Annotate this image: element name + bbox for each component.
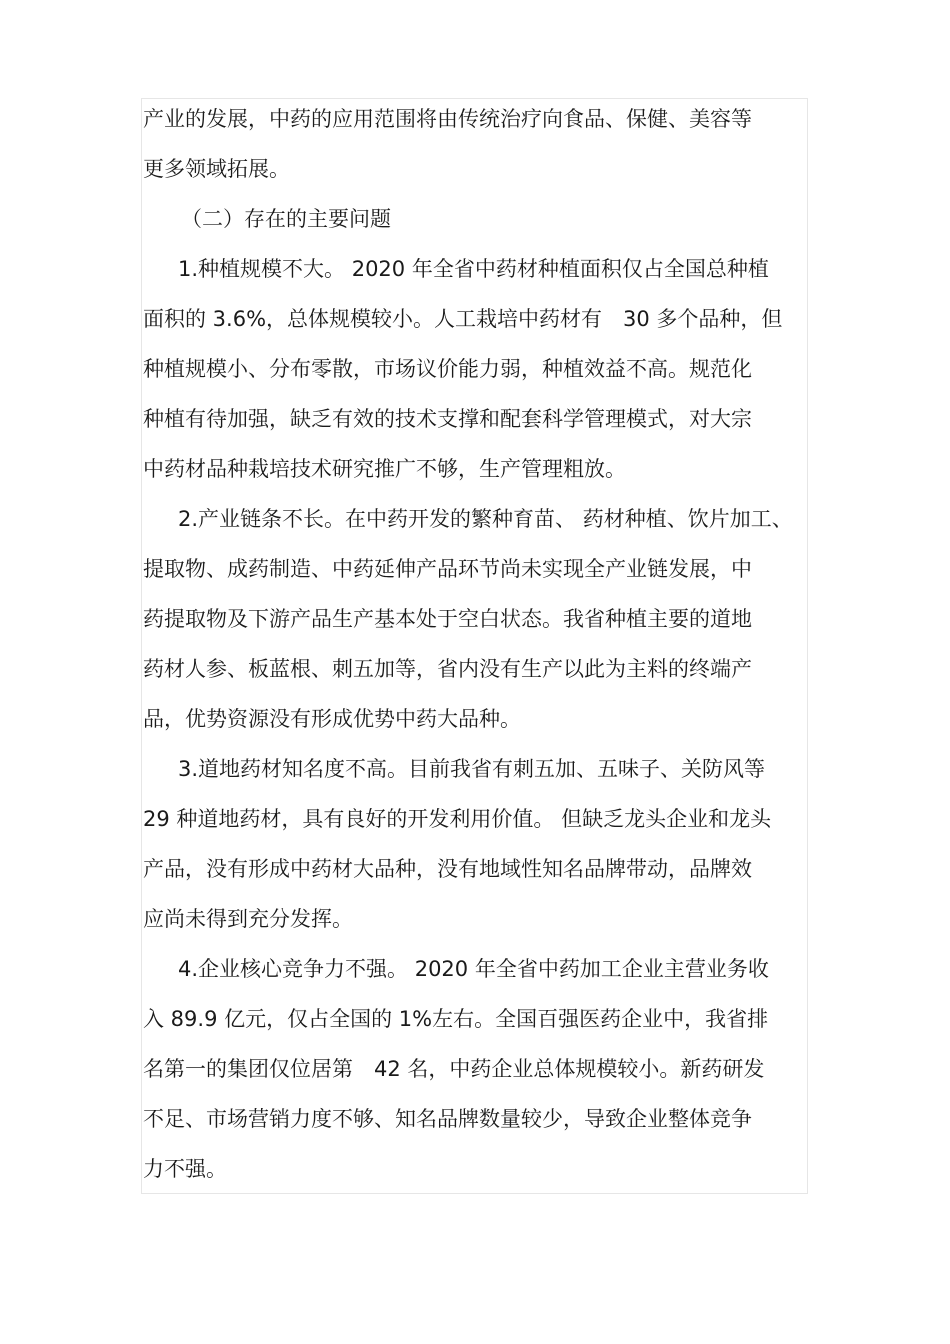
text-line: 产业的发展，中药的应用范围将由传统治疗向食品、保健、美容等 bbox=[143, 107, 752, 131]
text-line: 中药材品种栽培技术研究推广不够，生产管理粗放。 bbox=[143, 457, 626, 481]
text-line: 不足、市场营销力度不够、知名品牌数量较少，导致企业整体竞争 bbox=[143, 1107, 752, 1131]
text-line: 品，优势资源没有形成优势中药大品种。 bbox=[143, 707, 521, 731]
text-line: 入 89.9 亿元，仅占全国的 1%左右。全国百强医药企业中，我省排 bbox=[143, 1007, 769, 1031]
text-line: 提取物、成药制造、中药延伸产品环节尚未实现全产业链发展，中 bbox=[143, 557, 752, 581]
text-line: 名第一的集团仅位居第 42 名，中药企业总体规模较小。新药研发 bbox=[143, 1057, 765, 1081]
text-line: 力不强。 bbox=[143, 1157, 227, 1181]
text-line: 29 种道地药材，具有良好的开发利用价值。 但缺乏龙头企业和龙头 bbox=[143, 807, 772, 831]
paragraph-start-4: 4.企业核心竞争力不强。 2020 年全省中药加工企业主营业务收 bbox=[178, 957, 769, 981]
text-line: 药提取物及下游产品生产基本处于空白状态。我省种植主要的道地 bbox=[143, 607, 752, 631]
section-heading: （二）存在的主要问题 bbox=[181, 207, 391, 231]
paragraph-start-2: 2.产业链条不长。在中药开发的繁种育苗、 药材种植、饮片加工、 bbox=[178, 507, 793, 531]
paragraph-start-3: 3.道地药材知名度不高。目前我省有刺五加、五味子、关防风等 bbox=[178, 757, 766, 781]
text-line: 面积的 3.6%，总体规模较小。人工栽培中药材有 30 多个品种，但 bbox=[143, 307, 783, 331]
text-line: 应尚未得到充分发挥。 bbox=[143, 907, 353, 931]
text-line: 更多领域拓展。 bbox=[143, 157, 290, 181]
text-line: 药材人参、板蓝根、刺五加等，省内没有生产以此为主料的终端产 bbox=[143, 657, 752, 681]
paragraph-start-1: 1.种植规模不大。 2020 年全省中药材种植面积仅占全国总种植 bbox=[178, 257, 769, 281]
text-line: 种植有待加强，缺乏有效的技术支撑和配套科学管理模式，对大宗 bbox=[143, 407, 752, 431]
document-body bbox=[143, 94, 805, 1194]
text-line: 种植规模小、分布零散，市场议价能力弱，种植效益不高。规范化 bbox=[143, 357, 752, 381]
text-line: 产品，没有形成中药材大品种，没有地域性知名品牌带动，品牌效 bbox=[143, 857, 752, 881]
